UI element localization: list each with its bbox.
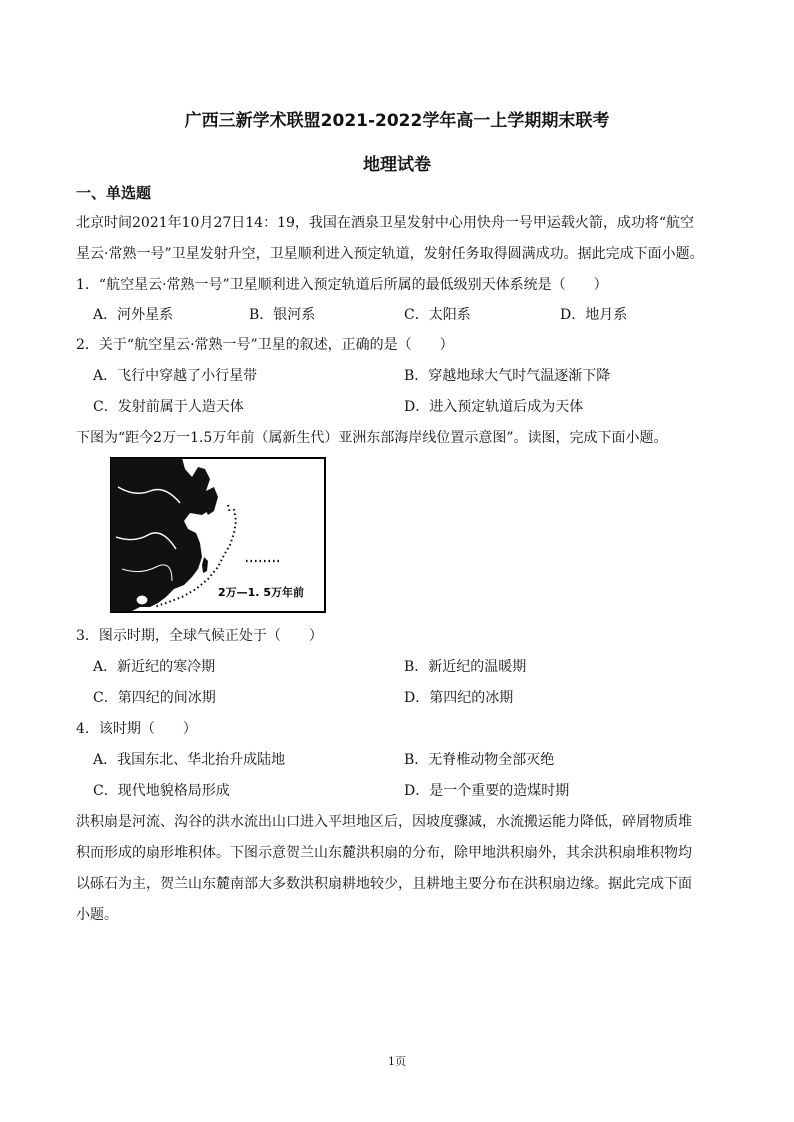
q2-option-b: B．穿越地球大气时气温逐渐下降 — [404, 368, 611, 384]
page-number: 1页 — [388, 1055, 406, 1068]
q1-option-c: C．太阳系 — [404, 307, 471, 323]
q1-option-b: B．银河系 — [249, 307, 316, 323]
passage3-line-3: 以砾石为主，贺兰山东麓南部大多数洪积扇耕地较少，且耕地主要分布在洪积扇边缘。据此完成下面 — [76, 876, 692, 892]
question-1-stem: 1．“航空星云·常熟一号”卫星顺利进入预定轨道后所属的最低级别天体系统是（ ） — [76, 277, 608, 293]
passage3-line-1: 洪积扇是河流、沟谷的洪水流出山口进入平坦地区后，因坡度骤减，水流搬运能力降低，碎屑物质堆 — [76, 814, 692, 830]
q4-option-b: B．无脊椎动物全部灭绝 — [404, 752, 555, 768]
question-4-stem: 4．该时期（ ） — [76, 721, 197, 737]
q4-option-a: A．我国东北、华北抬升成陆地 — [93, 752, 286, 768]
section-heading: 一、单选题 — [76, 184, 152, 202]
q2-option-a: A．飞行中穿越了小行星带 — [93, 368, 258, 384]
q3-option-c: C．第四纪的间冰期 — [93, 690, 216, 706]
q2-option-d: D．进入预定轨道后成为天体 — [404, 399, 584, 415]
q1-option-a: A．河外星系 — [93, 307, 174, 323]
map-legend-label: 2万—1. 5万年前 — [218, 586, 304, 599]
q2-option-c: C．发射前属于人造天体 — [93, 399, 244, 415]
q3-option-b: B．新近纪的温暖期 — [404, 659, 527, 675]
q1-option-d: D．地月系 — [560, 307, 628, 323]
passage1-line-1: 北京时间2021年10月27日14：19，我国在酒泉卫星发射中心用快舟一号甲运载火箭，成功将“航空 — [76, 215, 695, 231]
exam-title: 广西三新学术联盟2021-2022学年高一上学期期末联考 — [184, 111, 610, 131]
passage3-line-4: 小题。 — [76, 907, 118, 923]
passage2: 下图为“距今2万一1.5万年前（属新生代）亚洲东部海岸线位置示意图”。读图，完成下面小题。 — [76, 430, 668, 446]
coastline-map — [110, 457, 326, 613]
passage1-line-2: 星云·常熟一号”卫星发射升空，卫星顺利进入预定轨道，发射任务取得圆满成功。据此完成下面小题。 — [76, 246, 704, 262]
q3-option-a: A．新近纪的寒冷期 — [93, 659, 216, 675]
q4-option-c: C．现代地貌格局形成 — [93, 783, 230, 799]
question-2-stem: 2．关于“航空星云·常熟一号”卫星的叙述，正确的是（ ） — [76, 337, 454, 353]
passage3-line-2: 积而形成的扇形堆积体。下图示意贺兰山东麓洪积扇的分布，除甲地洪积扇外，其余洪积扇堆积物均 — [76, 845, 692, 861]
question-3-stem: 3．图示时期，全球气候正处于（ ） — [76, 628, 323, 644]
q4-option-d: D．是一个重要的造煤时期 — [404, 783, 570, 799]
q3-option-d: D．第四纪的冰期 — [404, 690, 514, 706]
exam-subtitle: 地理试卷 — [363, 155, 431, 175]
